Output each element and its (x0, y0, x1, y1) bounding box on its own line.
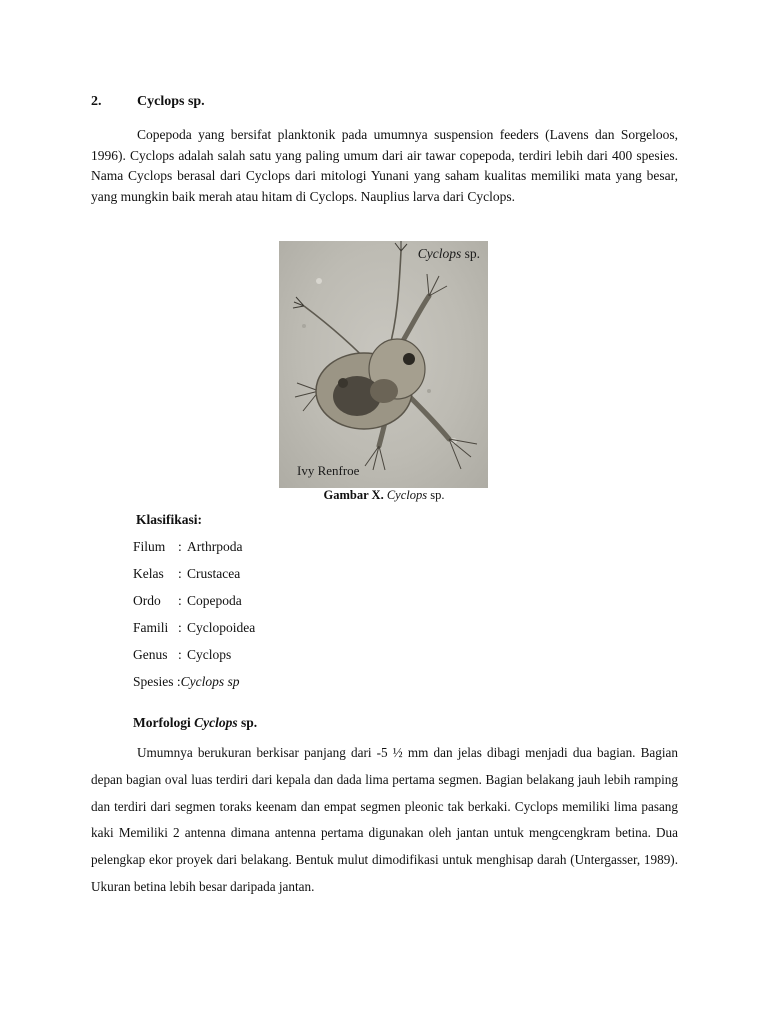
caption-genus: Cyclops (386, 488, 428, 502)
section-heading (91, 94, 205, 110)
klasifikasi-key: Kelas (133, 566, 164, 581)
caption-label: Gambar X. (323, 488, 384, 502)
klasifikasi-row-spesies (133, 672, 255, 699)
klasifikasi-separator: : (178, 593, 182, 608)
klasifikasi-row-ordo (133, 591, 255, 618)
klasifikasi-separator: : (178, 647, 182, 662)
section-number: 2. (91, 94, 102, 109)
klasifikasi-separator: : (178, 620, 182, 635)
figure-title-italic: Cyclops (417, 246, 462, 261)
klasifikasi-value: Arthrpoda (187, 539, 243, 554)
klasifikasi-value: Cyclops (187, 647, 232, 662)
klasifikasi-row-famili (133, 618, 255, 645)
klasifikasi-value: Crustacea (187, 566, 241, 581)
klasifikasi-key: Spesies (133, 674, 174, 689)
klasifikasi-value: Cyclops sp (180, 674, 240, 689)
figure-credit: Ivy Renfroe (297, 463, 360, 478)
klasifikasi-key: Filum (133, 539, 166, 554)
morfologi-title-end: sp. (240, 715, 258, 730)
cyclops-illustration (279, 241, 488, 488)
klasifikasi-value: Cyclopoidea (187, 620, 256, 635)
morfologi-title-bold: Morfologi (133, 715, 191, 730)
morfologi-paragraph: Umumnya berukuran berkisar panjang dari -5 ½ mm dan jelas dibagi menjadi dua bagian. Bagian depan bagian oval luas terdiri dari kepala dan dada lima pertama segmen. Bagian belakang jauh lebih ramping dan terdiri dari segmen toraks keenam dan empat segmen pleonic tak berkaki. Cyclops memiliki lima pasang kaki Memiliki 2 antenna dimana antenna pertama digunakan oleh jantan untuk mengcengkram betina. Dua pelengkap ekor proyek dari belakang. Bentuk mulut dimodifikasi untuk menghisap darah (Untergasser, 1989). Ukuran betina lebih besar daripada jantan. (91, 745, 678, 894)
caption-species: sp. (430, 488, 445, 502)
morfologi-title-genus: Cyclops (194, 715, 238, 730)
klasifikasi-key: Famili (133, 620, 169, 635)
figure-caption (0, 488, 768, 503)
morfologi-title (133, 715, 257, 731)
klasifikasi-title: Klasifikasi: (136, 512, 203, 527)
section-title: Cyclops sp. (137, 94, 205, 109)
klasifikasi-key: Genus (133, 647, 168, 662)
klasifikasi-value: Copepoda (187, 593, 242, 608)
klasifikasi-list (133, 537, 255, 699)
figure-title-plain: sp. (461, 246, 480, 261)
klasifikasi-separator: : (178, 566, 182, 581)
klasifikasi-row-genus (133, 645, 255, 672)
klasifikasi-row-filum (133, 537, 255, 564)
figure-title (418, 246, 480, 262)
cyclops-photo (279, 241, 488, 488)
klasifikasi-separator: : (176, 674, 181, 689)
klasifikasi-row-kelas (133, 564, 255, 591)
intro-paragraph: Copepoda yang bersifat planktonik pada umumnya suspension feeders (Lavens dan Sorgeloos, 1996). Cyclops adalah salah satu yang paling umum dari air tawar copepoda, terdiri lebih dari 400 spesies. Nama Cyclops berasal dari Cyclops dari mitologi Yunani yang saham kualitas memiliki mata yang besar, yang mungkin baik merah atau hitam di Cyclops. Nauplius larva dari Cyclops. (91, 127, 678, 204)
klasifikasi-key: Ordo (133, 593, 161, 608)
klasifikasi-separator: : (178, 539, 182, 554)
